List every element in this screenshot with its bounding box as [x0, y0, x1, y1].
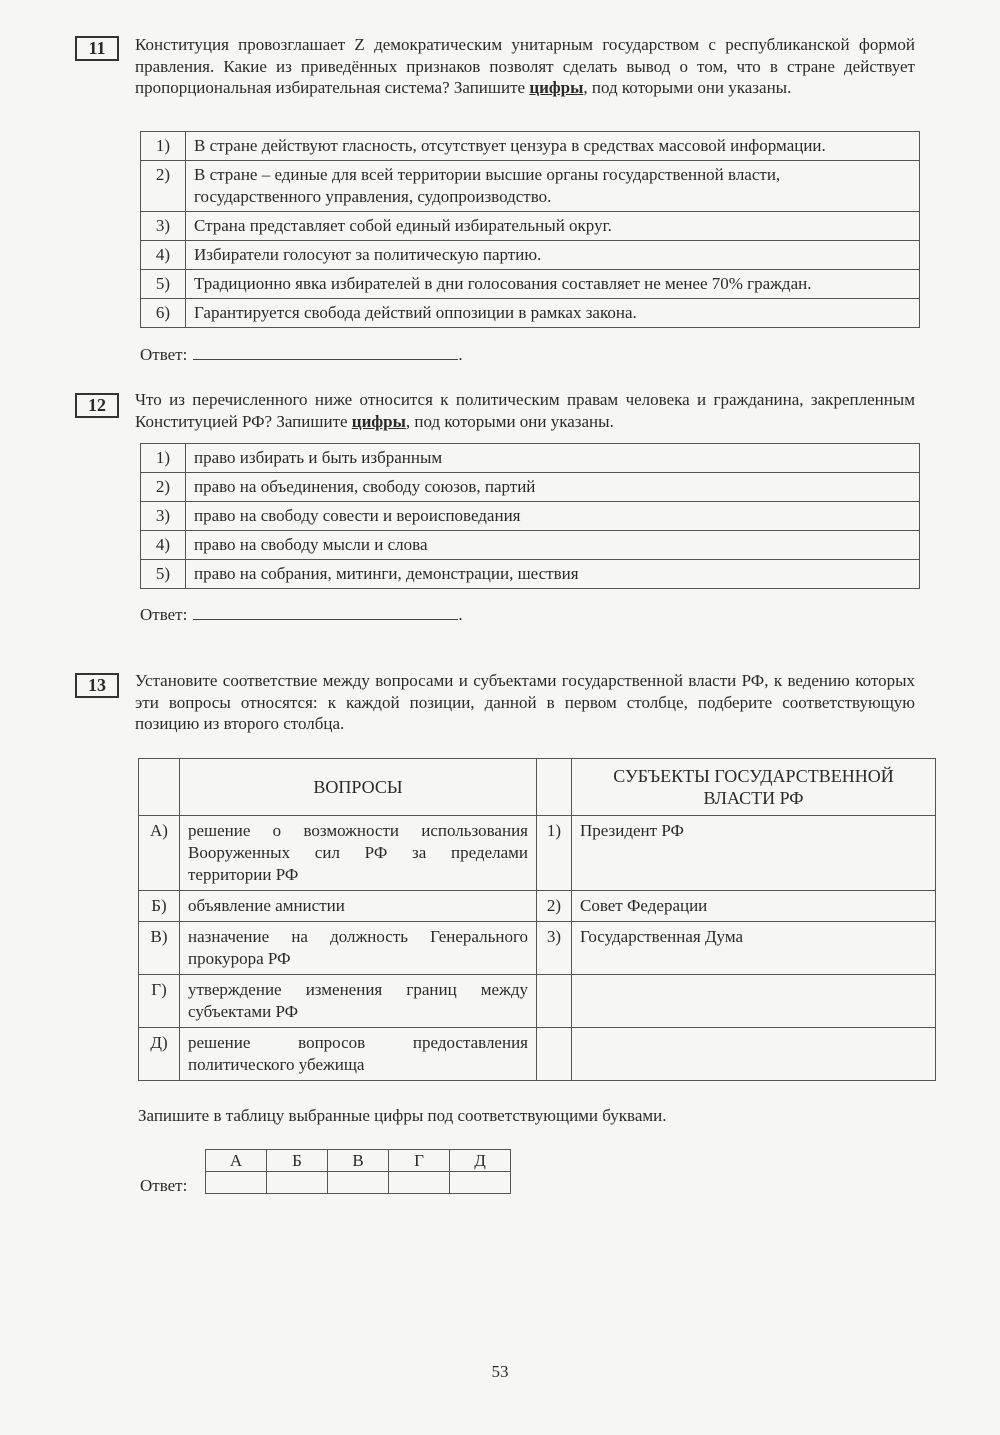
- option-row: [141, 299, 920, 328]
- answer-cell[interactable]: [328, 1172, 389, 1194]
- answer-letter: Б: [267, 1150, 328, 1172]
- option-text: право на свободу совести и вероисповедания: [186, 502, 920, 531]
- option-row: [141, 444, 920, 473]
- row-letter: А): [139, 816, 180, 891]
- matching-table: [138, 758, 936, 1081]
- matching-row: [139, 891, 936, 922]
- matching-row: [139, 975, 936, 1028]
- answer-letter: Г: [389, 1150, 450, 1172]
- option-text: право на собрания, митинги, демонстрации, шествия: [186, 560, 920, 589]
- option-number: 6): [141, 299, 186, 328]
- option-number: 3): [141, 502, 186, 531]
- row-subject: Государственная Дума: [572, 922, 936, 975]
- question-12-text-a: Что из перечисленного ниже относится к политическим правам человека и гражданина, закрепленным Конституцией РФ? Запишите: [135, 390, 915, 431]
- row-subject-number: [537, 975, 572, 1028]
- header-questions: ВОПРОСЫ: [180, 759, 537, 816]
- answer-grid-inputs: [206, 1172, 511, 1194]
- row-subject: Президент РФ: [572, 816, 936, 891]
- option-text: Избиратели голосуют за политическую партию.: [186, 241, 920, 270]
- row-question: решение о возможности использования Вооруженных сил РФ за пределами территории РФ: [180, 816, 537, 891]
- answer-field[interactable]: [193, 345, 458, 360]
- row-subject-number: [537, 1028, 572, 1081]
- option-row: [141, 212, 920, 241]
- row-letter: Б): [139, 891, 180, 922]
- option-number: 1): [141, 444, 186, 473]
- matching-row: [139, 922, 936, 975]
- row-letter: Д): [139, 1028, 180, 1081]
- option-text: право избирать и быть избранным: [186, 444, 920, 473]
- row-subject-number: 1): [537, 816, 572, 891]
- row-question: назначение на должность Генерального прокурора РФ: [180, 922, 537, 975]
- header-subjects: СУБЪЕКТЫ ГОСУДАРСТВЕННОЙ ВЛАСТИ РФ: [572, 759, 936, 816]
- matching-header-row: [139, 759, 936, 816]
- matching-row: [139, 1028, 936, 1081]
- option-number: 4): [141, 241, 186, 270]
- answer-letter: Д: [450, 1150, 511, 1172]
- row-letter: Г): [139, 975, 180, 1028]
- question-13-answer-label: Ответ:: [140, 1176, 188, 1195]
- question-11-emphasis: цифры: [529, 78, 584, 97]
- header-blank: [537, 759, 572, 816]
- question-11-text-b: , под которыми они указаны.: [583, 78, 792, 97]
- question-12-options: [140, 443, 920, 589]
- option-number: 3): [141, 212, 186, 241]
- answer-cell[interactable]: [267, 1172, 328, 1194]
- row-subject: [572, 1028, 936, 1081]
- question-13-instruction: Запишите в таблицу выбранные цифры под соответствующими буквами.: [138, 1106, 667, 1125]
- option-text: В стране действуют гласность, отсутствует цензура в средствах массовой информации.: [186, 132, 920, 161]
- question-11-options: [140, 131, 920, 328]
- option-number: 2): [141, 473, 186, 502]
- answer-grid-header: [206, 1150, 511, 1172]
- row-question: решение вопросов предоставления политического убежища: [180, 1028, 537, 1081]
- option-row: [141, 531, 920, 560]
- question-13-answer-grid: [205, 1149, 511, 1194]
- question-11-text-a: Конституция провозглашает Z демократическим унитарным государством с республиканской формой правления. Какие из приведённых признаков позволят сделать вывод о том, что в стране действует пропорциональная избирательная система? Запишите: [135, 35, 915, 97]
- option-row: [141, 132, 920, 161]
- question-11-number: 11: [75, 36, 119, 61]
- option-text: В стране – единые для всей территории высшие органы государственной власти, государственного управления, судопроизводство.: [186, 161, 920, 212]
- option-text: Страна представляет собой единый избирательный округ.: [186, 212, 920, 241]
- option-row: [141, 473, 920, 502]
- option-text: право на объединения, свободу союзов, партий: [186, 473, 920, 502]
- option-number: 2): [141, 161, 186, 212]
- row-subject-number: 3): [537, 922, 572, 975]
- option-row: [141, 270, 920, 299]
- option-row: [141, 560, 920, 589]
- row-question: утверждение изменения границ между субъектами РФ: [180, 975, 537, 1028]
- answer-letter: А: [206, 1150, 267, 1172]
- answer-cell[interactable]: [389, 1172, 450, 1194]
- answer-field[interactable]: [193, 605, 458, 620]
- row-subject-number: 2): [537, 891, 572, 922]
- question-13-text: Установите соответствие между вопросами и субъектами государственной власти РФ, к ведению которых эти вопросы относятся: к каждой позиции, данной в первом столбце, подберите соответствующую позицию из второго столбца.: [135, 671, 915, 733]
- answer-letter: В: [328, 1150, 389, 1172]
- question-11-answer: Ответ: .: [140, 345, 463, 364]
- question-12-emphasis: цифры: [351, 411, 406, 431]
- question-12-text-b: , под которыми они указаны.: [405, 411, 614, 431]
- question-12-number: 12: [75, 393, 119, 418]
- row-question: объявление амнистии: [180, 891, 537, 922]
- answer-label: Ответ:: [140, 345, 188, 364]
- option-text: Традиционно явка избирателей в дни голосования составляет не менее 70% граждан.: [186, 270, 920, 299]
- option-text: Гарантируется свобода действий оппозиции в рамках закона.: [186, 299, 920, 328]
- answer-cell[interactable]: [206, 1172, 267, 1194]
- row-subject: Совет Федерации: [572, 891, 936, 922]
- answer-cell[interactable]: [450, 1172, 511, 1194]
- question-12-answer: Ответ: .: [140, 605, 463, 624]
- option-number: 4): [141, 531, 186, 560]
- option-text: право на свободу мысли и слова: [186, 531, 920, 560]
- page-number: 53: [491, 1362, 509, 1381]
- option-row: [141, 161, 920, 212]
- question-12-text: [135, 389, 915, 432]
- option-number: 1): [141, 132, 186, 161]
- answer-label: Ответ:: [140, 605, 188, 624]
- matching-row: [139, 816, 936, 891]
- header-blank: [139, 759, 180, 816]
- row-letter: В): [139, 922, 180, 975]
- option-row: [141, 502, 920, 531]
- option-number: 5): [141, 560, 186, 589]
- option-row: [141, 241, 920, 270]
- question-13-number: 13: [75, 673, 119, 698]
- option-number: 5): [141, 270, 186, 299]
- row-subject: [572, 975, 936, 1028]
- question-11-text: [135, 34, 915, 99]
